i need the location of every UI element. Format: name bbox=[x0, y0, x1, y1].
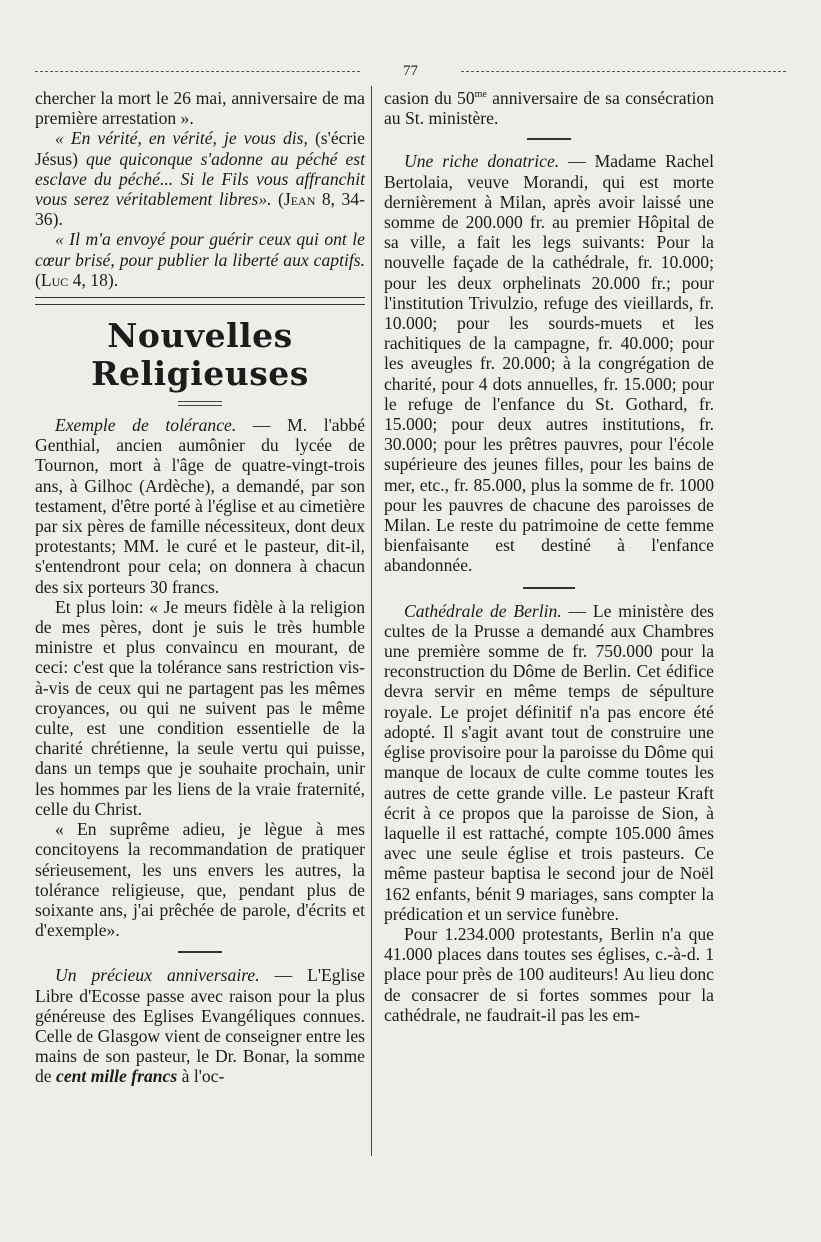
article-berlin-title: Cathédrale de Berlin. bbox=[404, 600, 562, 621]
section-double-rule bbox=[35, 297, 365, 305]
bible-quote-luke bbox=[35, 229, 365, 290]
article-anniversary-amount: cent mille francs bbox=[56, 1066, 178, 1087]
continued-text-b: anniversaire de sa consécration au St. ministère. bbox=[384, 88, 714, 129]
article-tolerance bbox=[35, 415, 365, 597]
article-berlin-continued: Pour 1.234.000 protestants, Berlin n'a que 41.000 places dans toutes ses églises, c.-à-d. 1 place pour près de 100 auditeurs! Au lieu donc de consacrer de si fortes sommes pour la cathédrale, ne faudrait-il pas les em- bbox=[384, 923, 714, 1025]
ordinal-superscript: me bbox=[474, 89, 487, 101]
left-paragraph-continued: chercher la mort le 26 mai, anniversaire de ma première arrestation ». bbox=[35, 88, 365, 129]
section-title: Nouvelles Religieuses bbox=[91, 316, 309, 394]
article-anniversary-title: Un précieux anniversaire. bbox=[55, 965, 260, 986]
article-berlin bbox=[384, 601, 714, 924]
right-column bbox=[384, 88, 714, 1025]
article-separator bbox=[527, 138, 571, 140]
article-separator bbox=[178, 951, 222, 953]
header-rule-right bbox=[461, 71, 786, 72]
article-anniversary-body-a: — L'Eglise Libre d'Ecosse passe avec raison pour la plus généreuse des Eglises Evangéliques connues. Celle de Glasgow vient de conseigner entre les mains de son pasteur, le Dr. Bonar, la somme de bbox=[35, 965, 365, 1087]
article-separator bbox=[523, 587, 575, 589]
bible-quote-john bbox=[35, 128, 365, 229]
title-separator bbox=[178, 401, 222, 406]
continued-text-a: casion du 50 bbox=[384, 88, 475, 108]
quote-luke-reference: (Luc 4, 18). bbox=[35, 269, 119, 290]
article-tolerance-quote: Et plus loin: « Je meurs fidèle à la religion de mes pères, dont je suis le très humble ministre et plus convaincu en mourant, de ceci: c'est que la tolérance sans restriction vis-à-vis de ceux qui ne partagent pas les mêmes croyances, ou qui ne suivent pas le même culte, est une condition essentielle de la charité chrétienne, la seule vertu qui puisse, dans un temps que je souhaite prochain, unir les hommes par les liens de la vraie fraternité, celle du Christ. bbox=[35, 596, 365, 819]
quote-john-reference: (Jean 8, 34-36). bbox=[35, 189, 365, 230]
article-anniversary bbox=[35, 965, 365, 1086]
article-donatrice-title: Une riche donatrice. bbox=[404, 151, 560, 172]
left-column bbox=[35, 88, 365, 1087]
right-paragraph-continued bbox=[384, 88, 714, 128]
quote-john-text: que quiconque s'adonne au péché est esclave du péché... Si le Fils vous affranchit vous serez véritablement libres». bbox=[35, 148, 365, 210]
page-header bbox=[35, 62, 786, 80]
page-number: 77 bbox=[403, 63, 418, 79]
article-donatrice-body: — Madame Rachel Bertolaia, veuve Morandi, qui est morte dernièrement à Milan, après avoir laissé une somme de 200.000 fr. au premier Hôpital de sa ville, a fait les legs suivants: Pour la nouvelle façade de la cathédrale, fr. 10.000; pour les deux orphelinats 20.000 fr.; pour l'institution Trivulzio, refuge des vieillards, fr. 10.000; pour les sourds-muets et les rachitiques de la campagne, fr. 40.000; pour les aveugles fr. 20.000; à la congrégation de charité, pour 4 dots annuelles, fr. 15.000; pour le refuge de l'enfance du St. Gothard, fr. 15.000; pour deux autres institutions, fr. 30.000; pour les prêtres pauvres, pour l'école supérieure des jeunes filles, pour les bains de mer, etc., fr. 85.000, plus la somme de fr. 1000 pour les pauvres de chacune des paroisses de Milan. Le reste du patrimoine de cette femme bienfaisante est destiné à l'enfance abandonnée. bbox=[384, 151, 714, 576]
quote-john-opening: « En vérité, en vérité, je vous dis, bbox=[55, 128, 308, 149]
article-donatrice bbox=[384, 151, 714, 575]
quote-luke-text: « Il m'a envoyé pour guérir ceux qui ont le cœur brisé, pour publier la liberté aux captifs. bbox=[35, 229, 365, 270]
article-anniversary-body-b: à l'oc- bbox=[181, 1066, 225, 1087]
article-berlin-body: — Le ministère des cultes de la Prusse a demandé aux Chambres une première somme de fr. 750.000 pour la reconstruction du Dôme de Berlin. Cet édifice devra servir en même temps de sépulture royale. Le projet définitif n'a pas encore été adopté. Il s'agit avant tout de construire une église provisoire pour la paroisse du Dôme qui manque de locaux de culte comme toutes les autres de cette grande ville. Le pasteur Kraft écrit à ce propos que la paroisse de Sion, à laquelle il est rattaché, compte 105.000 âmes avec une seule église et trois pasteurs. Ce même pasteur baptisa le second jour de Noël 162 enfants, bénit 9 mariages, sans compter la prédication et un service funèbre. bbox=[384, 600, 714, 924]
column-separator bbox=[371, 86, 372, 1156]
quote-john-aside: (s'écrie Jésus) bbox=[35, 128, 365, 169]
article-tolerance-title: Exemple de tolérance. bbox=[55, 415, 237, 436]
article-tolerance-farewell: « En suprême adieu, je lègue à mes concitoyens la recommandation de pratiquer sérieusement, les uns envers les autres, la tolérance religieuse, que, pendant plus de soixante ans, j'ai prêchée de parole, d'écrits et d'exemple». bbox=[35, 819, 365, 941]
article-tolerance-body: — M. l'abbé Genthial, ancien aumônier du lycée de Tournon, mort à l'âge de quatre-vingt-trois ans, à Gilhoc (Ardèche), a demandé, par son testament, d'être porté à l'église et au cimetière par six pères de famille nécessiteux, dont deux protestants; MM. le curé et le pasteur, dit-il, s'entendront pour cela; on donnera à chacun des six porteurs 30 francs. bbox=[35, 415, 366, 597]
